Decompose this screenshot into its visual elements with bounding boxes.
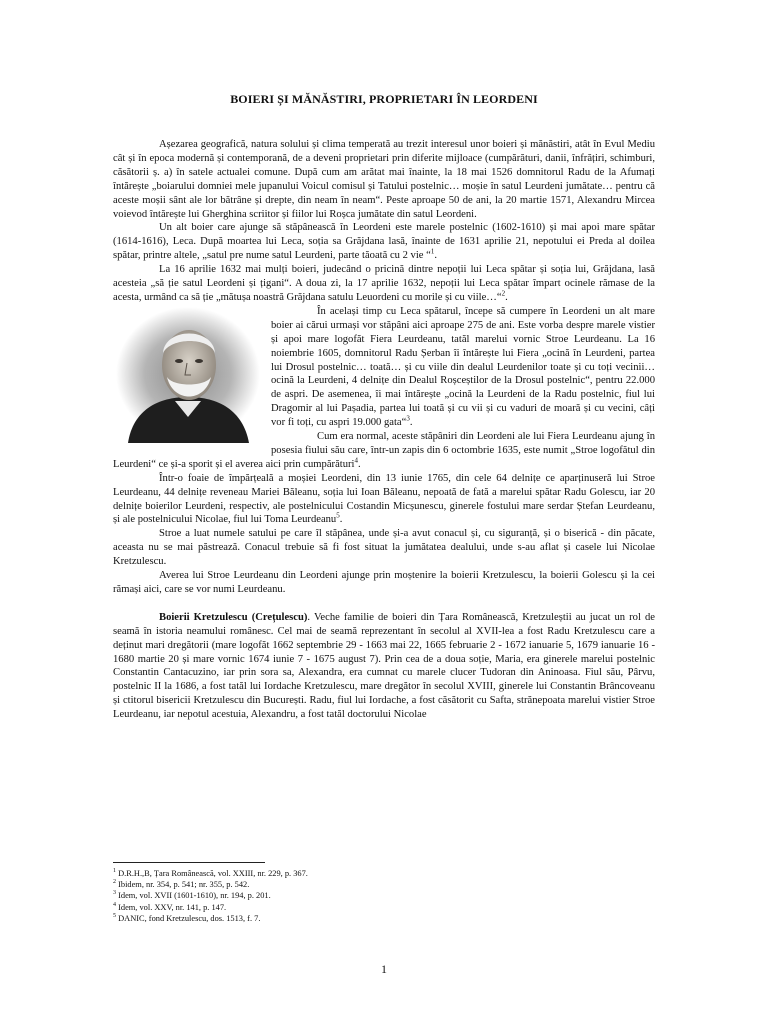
paragraph-text: . <box>505 291 508 303</box>
paragraph-text: La 16 aprilie 1632 mai mulți boieri, judecând o pricină dintre nepoții lui Leca spătar și soția lui, Grăjdana, lasă acesteia „să ție satul Leordeni și țigani“. A doua zi, la 17 aprilie 1632, nepoții lui Leca spătar împart ocinele rămase de la acesta, urmând ca să ție „mătușa noastră Grăjdana satulu Leuordeni cu morile și cu viile…“ <box>113 264 655 303</box>
footnote-separator <box>113 862 265 863</box>
footnote-ref: 1 <box>430 247 435 256</box>
footnote-ref: 3 <box>406 414 410 423</box>
section-heading-inline: Boierii Kretzulescu (Crețulescu) <box>159 611 308 623</box>
footnote-number: 5 <box>113 913 116 920</box>
footnote <box>113 902 655 913</box>
paragraph <box>113 305 655 430</box>
paragraph-text: . <box>409 417 413 429</box>
document-body <box>113 138 655 722</box>
footnote-number: 1 <box>113 868 116 875</box>
footnote-number: 2 <box>113 879 116 886</box>
paragraph <box>113 138 655 221</box>
footnote-ref: 2 <box>501 289 506 298</box>
footnote-ref: 4 <box>354 456 358 465</box>
paragraph-text: Așezarea geografică, natura solului și clima temperată au trezit interesul unor boieri și mănăstiri, atât în Evul Mediu cât și în epoca modernă și contemporană, de a deveni proprietari prin diferite mijloace (cumpărături, danii, înfrățiri, schimburi, căsătorii ș. a) în satele actualei comune. După cum am arătat mai înainte, la 18 mai 1526 domnitorul Radu de la Afumați întărește „boiarului domniei mele jupanului Voicul comisul și Tatului postelnic… moșie în satul Leurdeni jumătate… pentru că aceste moșii sânt ale lor bătrâne și drepte, din neam în neam“. Peste aproape 50 de ani, la 20 martie 1571, Alexandru Mircea voievod întărește lui Gherghina scriitor și fiilor lui Roșca jumătate din satul Leordeni. <box>113 139 655 220</box>
footnote-text: Idem, vol. XXV, nr. 141, p. 147. <box>116 902 227 912</box>
paragraph-text: . Veche familie de boieri din Țara Românească, Kretzuleștii au jucat un rol de seamă în istoria neamului românesc. Cel mai de seamă reprezentant în secolul al XVII-lea a fost Radu Kretzulescu care a deținut mari dregătorii (mare logofăt 1662 septembrie 29 - 1663 mai 22, 1665 februarie 2 - 1672 ianuarie 5, 1679 ianuarie 16 - 1680 martie 20 și mare vornic 1674 iunie 7 - 1675 august 7). Prin cea de a doua soție, Maria, era ginerele marelui postelnic Constantin Cantacuzino, iar prin sora sa, Alexandra, era cumnat cu marele clucer Tudoran din Aninoasa. Fiul său, Pârvu, postelnic II la 1686, a fost tatăl lui Iordache Kretzulescu, mare dregător în secolul XVIII, ginerele lui Constantin Brâncoveanu și ctitorul bisericii Kretzulescu din București. Radu, fiul lui Iordache, a fost căsătorit cu Safta, strănepoata marelui vistier Stroe Leurdeanu, iar nepotul acestuia, Alexandru, a fost tatăl doctorului Nicolae <box>113 611 656 721</box>
paragraph-text: Cum era normal, aceste stăpâniri din Leordeni ale lui Fiera Leurdeanu ajung în posesia fiului său care, într-un zapis din 6 octombrie 1635, este numit „Stroe logofătul din Leurdeni“ ce și-a sporit și el averea aici prin cumpărături <box>113 431 655 470</box>
footnote-text: D.R.H.,B, Țara Românească, vol. XXIII, nr. 229, p. 367. <box>116 869 308 878</box>
paragraph <box>113 221 655 263</box>
paragraph-text: . <box>434 250 437 262</box>
footnote-text: DANIC, fond Kretzulescu, dos. 1513, f. 7. <box>116 913 261 923</box>
paragraph-text: . <box>357 458 361 470</box>
footnote-text: Idem, vol. XVII (1601-1610), nr. 194, p. 201. <box>116 891 271 901</box>
footnotes <box>113 868 655 924</box>
paragraph-text: Averea lui Stroe Leurdeanu din Leordeni ajunge prin moștenire la boierii Kretzulescu, la boierii Golescu și la cei rămași aici, care se vor numi Leurdeanu. <box>113 570 655 595</box>
paragraph-text: Într-o foaie de împărțeală a moșiei Leordeni, din 13 iunie 1765, din cele 64 delnițe ce aparținuseră lui Stroe Leurdeanu, 44 delnițe reveneau Mariei Băleanu, soția lui Ioan Băleanu, nepoată de fată a marelui spătar Radu Golescu, iar 20 delnițe boierilor Leurdeni, respectiv, ale postelnicului Costandin Micșunescu, ginerele fostului mare serdar Ștefan Leurdeanu, și ale postelnicului Nicolae, fiul lui Toma Leurdeanu <box>113 472 655 526</box>
paragraph <box>113 527 655 569</box>
document-page <box>113 0 655 1024</box>
paragraph <box>113 472 655 528</box>
footnote-text: Ibidem, nr. 354, p. 541; nr. 355, p. 542. <box>116 880 250 890</box>
portrait-photo <box>113 305 263 443</box>
paragraph-text: . <box>339 514 343 526</box>
footnote-ref: 5 <box>336 511 340 520</box>
paragraph-text: Stroe a luat numele satului pe care îl stăpânea, unde și-a avut conacul și, cu siguranță, și o biserică - din păcate, aceasta nu se mai păstrează. Conacul trebuie să fi fost situat la jumătatea dealului, unde s-au aflat și casele lui Nicolae Kretzulescu. <box>113 528 655 568</box>
footnote <box>113 879 655 890</box>
footnote <box>113 890 655 901</box>
footnote-number: 3 <box>113 890 116 897</box>
footnote <box>113 913 655 924</box>
paragraph <box>113 263 655 305</box>
paragraph-text: Un alt boier care ajunge să stăpânească în Leordeni este marele postelnic (1602-1610) și mai apoi mare spătar (1614-1616), Leca. După moartea lui Leca, soția sa Grăjdana lasă, înainte de 1631 aprilie 21, nepotului ei Preda al doilea spătar, printre altele, „satul pre nume satul Leurdeni, parte tăoată cu 2 vie “ <box>113 222 655 262</box>
paragraph-text: În același timp cu Leca spătarul, începe să cumpere în Leordeni un alt mare boier ai cărui urmași vor stăpâni aici aproape 275 de ani. Este vorba despre marele vistier și apoi mare logofăt Fiera Leurdeanu, tatăl marelui vornic Stroe Leurdeanu. La 16 noiembrie 1605, domnitorul Radu Șerban îi întărește lui Fiera „ocină în Leurdeni, partea lui Drosul postelnic… toată… și cu viile din dealul Leurdenilor toate și cu toți vecinii… ocină la Leurdeni, 4 delnițe din Dealul Roșceștilor de la Drosul postelnic“, pentru 22.000 de aspri. De asemenea, îi mai întărește „ocină la Leurdeni de la Radu postelnic, fiul lui Dragomir al lui Pașadia, partea lui toată și cu vii și cu vaduri de moară și cu vecini, câți vor fi toți, cu aspri 19.000 gata“ <box>271 305 655 429</box>
footnote <box>113 868 655 879</box>
page-title: BOIERI ȘI MĂNĂSTIRI, PROPRIETARI ÎN LEORDENI <box>230 92 538 106</box>
paragraph <box>113 569 655 597</box>
footnote-number: 4 <box>113 901 116 908</box>
portrait-photo-graphic <box>113 305 263 443</box>
page-number: 1 <box>381 962 387 976</box>
paragraph <box>113 611 655 722</box>
